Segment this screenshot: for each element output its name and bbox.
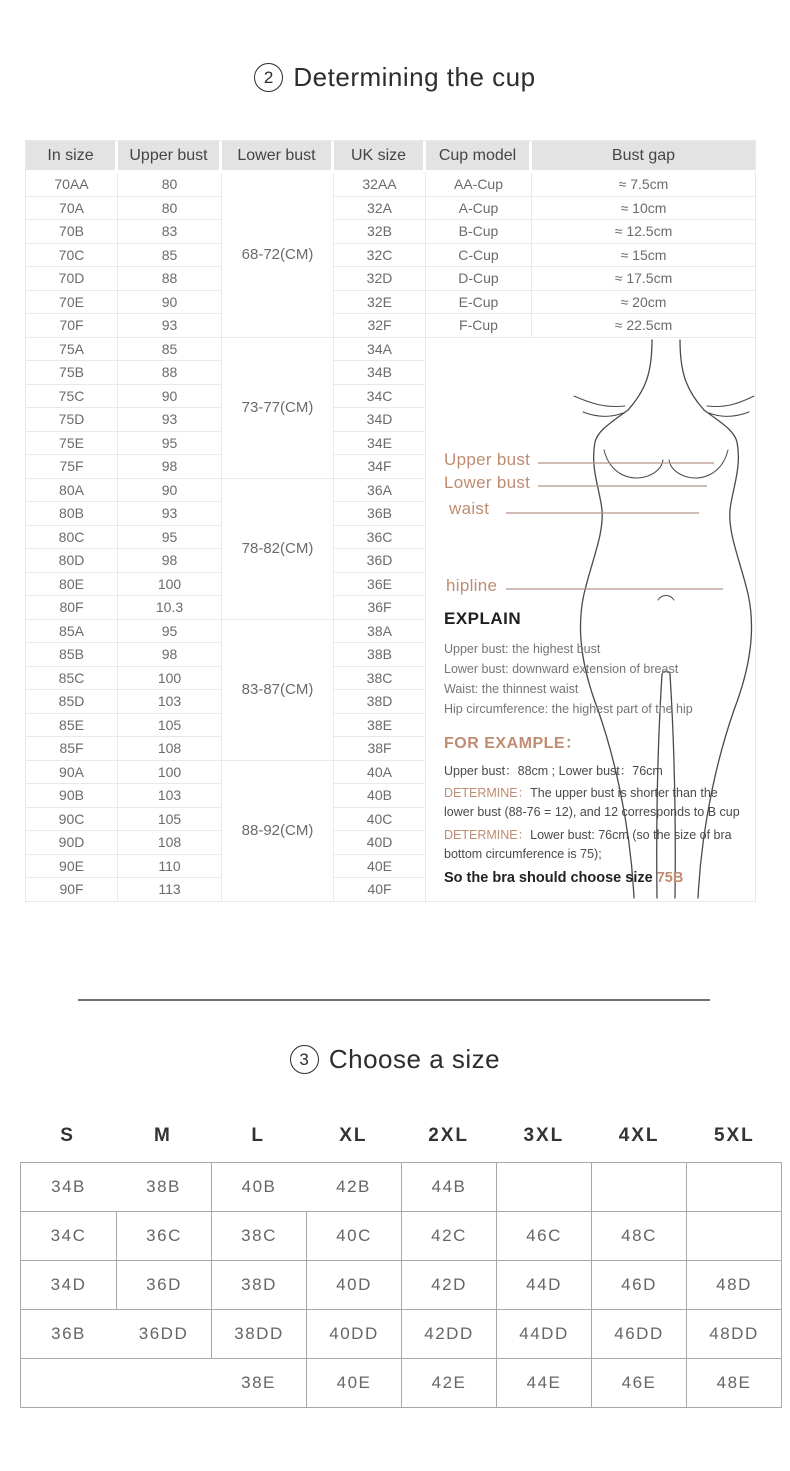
cup-table-cell: 95	[118, 432, 222, 456]
cup-table-cell: 38D	[334, 690, 426, 714]
cup-table-cell: 32A	[334, 197, 426, 221]
cup-table-cell: 32C	[334, 244, 426, 268]
determine-line-2	[444, 826, 744, 864]
size-cell-empty	[591, 1163, 686, 1212]
cup-table-cell: 90F	[26, 878, 118, 902]
cup-table-cell: 38A	[334, 620, 426, 644]
cup-table-header-cell: In size	[26, 141, 118, 173]
cup-table-cell: AA-Cup	[426, 173, 532, 197]
cup-table-cell: 80	[118, 197, 222, 221]
size-cell: 36DD	[116, 1310, 211, 1359]
size-cell: 42C	[401, 1212, 496, 1261]
cup-table-cell: 80B	[26, 502, 118, 526]
conclusion-text: So the bra should choose size	[444, 869, 657, 886]
size-cell: 40E	[306, 1359, 401, 1408]
cup-table-cell: 36B	[334, 502, 426, 526]
section-size-title-text: Choose a size	[328, 1044, 501, 1074]
circled-number-2: 2	[254, 63, 283, 92]
cup-table-header-cell: Cup model	[426, 141, 532, 173]
cup-table-cell: 83	[118, 220, 222, 244]
cup-table-cell: 110	[118, 855, 222, 879]
cup-table-cell: 85	[118, 338, 222, 362]
cup-table-cell: 90A	[26, 761, 118, 785]
size-cell: 34B	[21, 1163, 116, 1212]
size-cell: 44DD	[496, 1310, 591, 1359]
size-column-header: XL	[339, 1125, 368, 1146]
cup-table-cell: 85B	[26, 643, 118, 667]
section-cup-title	[0, 62, 790, 93]
size-cell: 40D	[306, 1261, 401, 1310]
size-cell: 46D	[591, 1261, 686, 1310]
cup-table-cell: 38B	[334, 643, 426, 667]
upper-bust-label: Upper bust	[444, 449, 531, 469]
section-size-title	[0, 1044, 790, 1075]
cup-table-cell: 70D	[26, 267, 118, 291]
cup-table-cell: 75A	[26, 338, 118, 362]
size-cell: 38B	[116, 1163, 211, 1212]
cup-table-header-cell: Lower bust	[222, 141, 334, 173]
cup-table-cell: 103	[118, 690, 222, 714]
size-cell: 42E	[401, 1359, 496, 1408]
cup-table-cell: ≈ 20cm	[532, 291, 756, 315]
size-cell: 48DD	[686, 1310, 781, 1359]
body-measurement-diagram	[426, 338, 756, 902]
lower-bust-range-cell: 83-87(CM)	[222, 620, 334, 761]
choose-size-header	[20, 1118, 782, 1154]
cup-table-cell: 40C	[334, 808, 426, 832]
cup-table-cell: 36F	[334, 596, 426, 620]
size-cell: 44B	[401, 1163, 496, 1212]
cup-table-cell: 103	[118, 784, 222, 808]
cup-table-cell: 93	[118, 314, 222, 338]
cup-table-cell: 93	[118, 408, 222, 432]
cup-table-cell: 10.3	[118, 596, 222, 620]
cup-table-cell: 113	[118, 878, 222, 902]
cup-table-cell: 40A	[334, 761, 426, 785]
cup-table-cell: 80	[118, 173, 222, 197]
choose-size-grid	[20, 1162, 782, 1408]
size-cell: 48E	[686, 1359, 781, 1408]
cup-table-cell: 108	[118, 737, 222, 761]
cup-table-cell: 85A	[26, 620, 118, 644]
cup-table-cell: 90	[118, 385, 222, 409]
size-cell: 48C	[591, 1212, 686, 1261]
cup-table-cell: 85E	[26, 714, 118, 738]
cup-table-cell: 38E	[334, 714, 426, 738]
size-cell: 40B	[211, 1163, 306, 1212]
size-cell-empty	[686, 1163, 781, 1212]
cup-table-cell: ≈ 7.5cm	[532, 173, 756, 197]
cup-table-cell: 40E	[334, 855, 426, 879]
size-cell-empty	[116, 1359, 211, 1408]
cup-table-cell: 40F	[334, 878, 426, 902]
cup-table-cell: 90E	[26, 855, 118, 879]
cup-table-cell: 34A	[334, 338, 426, 362]
cup-table-cell: 98	[118, 643, 222, 667]
cup-table-cell: ≈ 10cm	[532, 197, 756, 221]
size-cell: 38DD	[211, 1310, 306, 1359]
size-column-header: S	[60, 1125, 75, 1146]
cup-table-cell: 90	[118, 291, 222, 315]
size-cell: 36C	[116, 1212, 211, 1261]
conclusion-size: 75B	[656, 869, 684, 886]
size-cell: 36D	[116, 1261, 211, 1310]
cup-table-cell: 75B	[26, 361, 118, 385]
cup-table-cell: 70AA	[26, 173, 118, 197]
example-intro: Upper bust：88cm ; Lower bust：76cm	[444, 763, 663, 778]
lower-bust-range-cell: 68-72(CM)	[222, 173, 334, 338]
cup-table-cell: 34C	[334, 385, 426, 409]
size-cell: 42B	[306, 1163, 401, 1212]
cup-table-cell: 85	[118, 244, 222, 268]
cup-table-cell: 100	[118, 573, 222, 597]
cup-table-cell: 80D	[26, 549, 118, 573]
cup-table-header-cell: Bust gap	[532, 141, 756, 173]
cup-table-cell: 80E	[26, 573, 118, 597]
cup-table-cell: 98	[118, 549, 222, 573]
cup-table-cell: 32B	[334, 220, 426, 244]
size-cell-empty	[686, 1212, 781, 1261]
size-column-header: M	[153, 1125, 172, 1146]
for-example-title: FOR EXAMPLE：	[444, 734, 582, 752]
cup-table-cell: 32F	[334, 314, 426, 338]
size-cell: 48D	[686, 1261, 781, 1310]
cup-table-cell: 75E	[26, 432, 118, 456]
cup-table-cell: ≈ 22.5cm	[532, 314, 756, 338]
cup-table-cell: 105	[118, 714, 222, 738]
size-column-header: 5XL	[713, 1125, 755, 1146]
size-cell: 40DD	[306, 1310, 401, 1359]
determine-label: DETERMINE：	[444, 827, 531, 842]
size-cell-empty	[21, 1359, 116, 1408]
cup-table-header-cell: UK size	[334, 141, 426, 173]
size-cell: 46C	[496, 1212, 591, 1261]
cup-table-cell: 70F	[26, 314, 118, 338]
explain-line: Hip circumference: the highest part of the hip	[444, 701, 693, 716]
cup-table-cell: 108	[118, 831, 222, 855]
cup-table-cell: 70C	[26, 244, 118, 268]
cup-table-cell: F-Cup	[426, 314, 532, 338]
cup-table-cell: 38F	[334, 737, 426, 761]
cup-table-cell: ≈ 17.5cm	[532, 267, 756, 291]
size-cell: 38C	[211, 1212, 306, 1261]
explain-line: Upper bust: the highest bust	[444, 641, 601, 656]
size-cell: 44D	[496, 1261, 591, 1310]
cup-table-cell: 85D	[26, 690, 118, 714]
cup-table-cell: 32D	[334, 267, 426, 291]
cup-table-cell: 80C	[26, 526, 118, 550]
cup-table-cell: 80A	[26, 479, 118, 503]
cup-table-cell: 40B	[334, 784, 426, 808]
cup-table-cell: 32E	[334, 291, 426, 315]
cup-table-cell: 95	[118, 620, 222, 644]
cup-table-cell: 105	[118, 808, 222, 832]
size-cell: 38E	[211, 1359, 306, 1408]
cup-table-cell: 100	[118, 761, 222, 785]
cup-table-cell: 90	[118, 479, 222, 503]
size-cell: 34D	[21, 1261, 116, 1310]
cup-table-cell: B-Cup	[426, 220, 532, 244]
cup-table-cell: 75D	[26, 408, 118, 432]
determine-text: Lower bust: 76cm (so the size of bra bottom circumference is 75);	[444, 827, 732, 861]
cup-table-cell: ≈ 15cm	[532, 244, 756, 268]
cup-table-cell: 70B	[26, 220, 118, 244]
size-cell: 46DD	[591, 1310, 686, 1359]
cup-table-cell: 80F	[26, 596, 118, 620]
conclusion-line	[444, 870, 744, 886]
size-cell: 42D	[401, 1261, 496, 1310]
cup-table-cell: 90D	[26, 831, 118, 855]
waist-label: waist	[449, 498, 490, 518]
size-cell: 36B	[21, 1310, 116, 1359]
cup-table-cell: 36E	[334, 573, 426, 597]
size-column-header: L	[251, 1125, 265, 1146]
cup-table-cell: 85F	[26, 737, 118, 761]
cup-table-cell: C-Cup	[426, 244, 532, 268]
cup-table-cell: ≈ 12.5cm	[532, 220, 756, 244]
cup-table-cell: 34F	[334, 455, 426, 479]
cup-table-header-cell: Upper bust	[118, 141, 222, 173]
cup-table-cell: 38C	[334, 667, 426, 691]
cup-table-cell: 36D	[334, 549, 426, 573]
size-cell: 44E	[496, 1359, 591, 1408]
circled-number-3: 3	[290, 1045, 319, 1074]
determine-text: The upper bust is shorter than the lower bust (88-76 = 12), and 12 corresponds to B cup	[444, 785, 740, 819]
cup-table-cell: 36C	[334, 526, 426, 550]
cup-table-cell: 75F	[26, 455, 118, 479]
cup-table-cell: 98	[118, 455, 222, 479]
cup-table-cell: 36A	[334, 479, 426, 503]
explain-box	[444, 609, 744, 886]
size-column-header: 4XL	[618, 1125, 660, 1146]
explain-line: Lower bust: downward extension of breast	[444, 661, 679, 676]
cup-table-cell: 93	[118, 502, 222, 526]
hipline-label: hipline	[446, 575, 498, 595]
size-cell: 42DD	[401, 1310, 496, 1359]
cup-table-cell: 90B	[26, 784, 118, 808]
size-cell: 38D	[211, 1261, 306, 1310]
determine-line-1	[444, 784, 744, 822]
cup-table-cell: 100	[118, 667, 222, 691]
lower-bust-range-cell: 73-77(CM)	[222, 338, 334, 479]
section-cup-title-text: Determining the cup	[293, 62, 536, 92]
cup-table-cell: 88	[118, 361, 222, 385]
cup-size-table	[25, 140, 756, 902]
cup-table-cell: 85C	[26, 667, 118, 691]
explain-line: Waist: the thinnest waist	[444, 681, 579, 696]
cup-table-cell: 90C	[26, 808, 118, 832]
lower-bust-range-cell: 78-82(CM)	[222, 479, 334, 620]
cup-table-cell: A-Cup	[426, 197, 532, 221]
determine-label: DETERMINE：	[444, 785, 531, 800]
cup-table-cell: 70A	[26, 197, 118, 221]
size-cell-empty	[496, 1163, 591, 1212]
cup-table-cell: E-Cup	[426, 291, 532, 315]
section-divider	[78, 999, 710, 1001]
size-cell: 34C	[21, 1212, 116, 1261]
cup-table-cell: 34B	[334, 361, 426, 385]
cup-table-cell: 70E	[26, 291, 118, 315]
cup-table-cell: 88	[118, 267, 222, 291]
size-cell: 40C	[306, 1212, 401, 1261]
explain-title: EXPLAIN	[444, 608, 522, 628]
size-cell: 46E	[591, 1359, 686, 1408]
cup-table-cell: 34D	[334, 408, 426, 432]
cup-table-cell: 34E	[334, 432, 426, 456]
cup-table-cell: 32AA	[334, 173, 426, 197]
size-column-header: 3XL	[523, 1125, 565, 1146]
size-column-header: 2XL	[428, 1125, 470, 1146]
cup-table-cell: 40D	[334, 831, 426, 855]
cup-table-cell: 75C	[26, 385, 118, 409]
cup-table-cell: 95	[118, 526, 222, 550]
cup-table-cell: D-Cup	[426, 267, 532, 291]
lower-bust-label: Lower bust	[444, 472, 531, 492]
lower-bust-range-cell: 88-92(CM)	[222, 761, 334, 902]
